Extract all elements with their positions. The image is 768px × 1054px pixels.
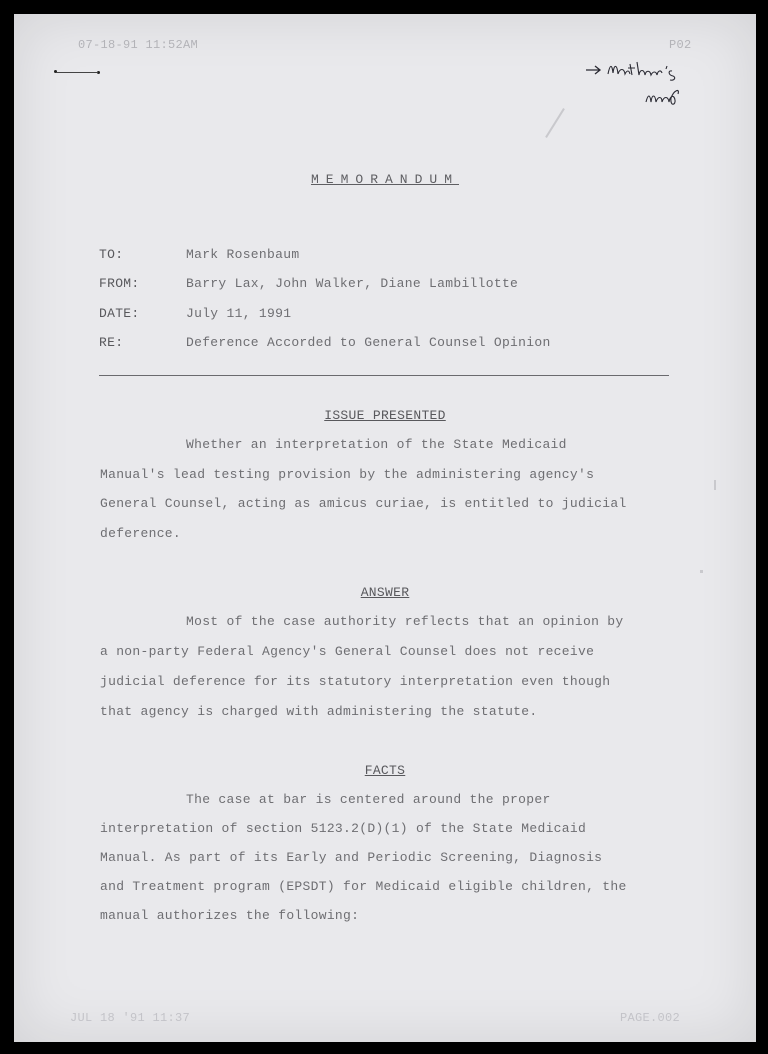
fax-header-timestamp: 07-18-91 11:52AM: [78, 38, 199, 52]
issue-line: General Counsel, acting as amicus curiae, is entitled to judicial: [100, 496, 627, 511]
facts-line: and Treatment program (EPSDT) for Medicaid eligible children, the: [100, 879, 627, 894]
fax-footer-timestamp: JUL 18 '91 11:37: [70, 1011, 191, 1025]
answer-heading: ANSWER: [360, 585, 410, 600]
scan-speck: [545, 108, 565, 138]
to-value: Mark Rosenbaum: [186, 247, 300, 262]
handwritten-note: [582, 58, 712, 108]
mark-line: [56, 72, 98, 73]
re-label: RE:: [99, 335, 124, 350]
answer-line: that agency is charged with administering the statute.: [100, 704, 538, 719]
answer-line: a non-party Federal Agency's General Counsel does not receive: [100, 644, 595, 659]
header-divider: [99, 375, 669, 376]
answer-line: judicial deference for its statutory interpretation even though: [100, 674, 611, 689]
from-label: FROM:: [99, 276, 140, 291]
facts-line: The case at bar is centered around the proper: [186, 792, 551, 807]
facts-line: manual authorizes the following:: [100, 908, 360, 923]
to-row: [99, 247, 299, 262]
issue-line: deference.: [100, 526, 182, 541]
issue-line: Manual's lead testing provision by the administering agency's: [100, 467, 595, 482]
re-row: [99, 335, 551, 350]
facts-line: Manual. As part of its Early and Periodic Screening, Diagnosis: [100, 850, 603, 865]
date-label: DATE:: [99, 306, 140, 321]
fax-header-page: P02: [669, 38, 692, 52]
re-value: Deference Accorded to General Counsel Opinion: [186, 335, 551, 350]
fax-footer-page: PAGE.002: [620, 1011, 681, 1025]
to-label: TO:: [99, 247, 124, 262]
issue-heading: ISSUE PRESENTED: [324, 408, 446, 423]
facts-line: interpretation of section 5123.2(D)(1) of the State Medicaid: [100, 821, 587, 836]
facts-heading: FACTS: [364, 763, 406, 778]
from-row: [99, 276, 518, 291]
from-value: Barry Lax, John Walker, Diane Lambillotte: [186, 276, 519, 291]
issue-line: Whether an interpretation of the State Medicaid: [186, 437, 567, 452]
date-value: July 11, 1991: [186, 306, 292, 321]
answer-line: Most of the case authority reflects that an opinion by: [186, 614, 624, 629]
date-row: [99, 306, 291, 321]
scan-speck: [700, 570, 703, 573]
memo-title: MEMORANDUM: [310, 172, 459, 187]
handwritten-text: → Matthew's map: [582, 58, 596, 59]
memo-page: [14, 14, 756, 1042]
scan-speck: [714, 480, 716, 490]
